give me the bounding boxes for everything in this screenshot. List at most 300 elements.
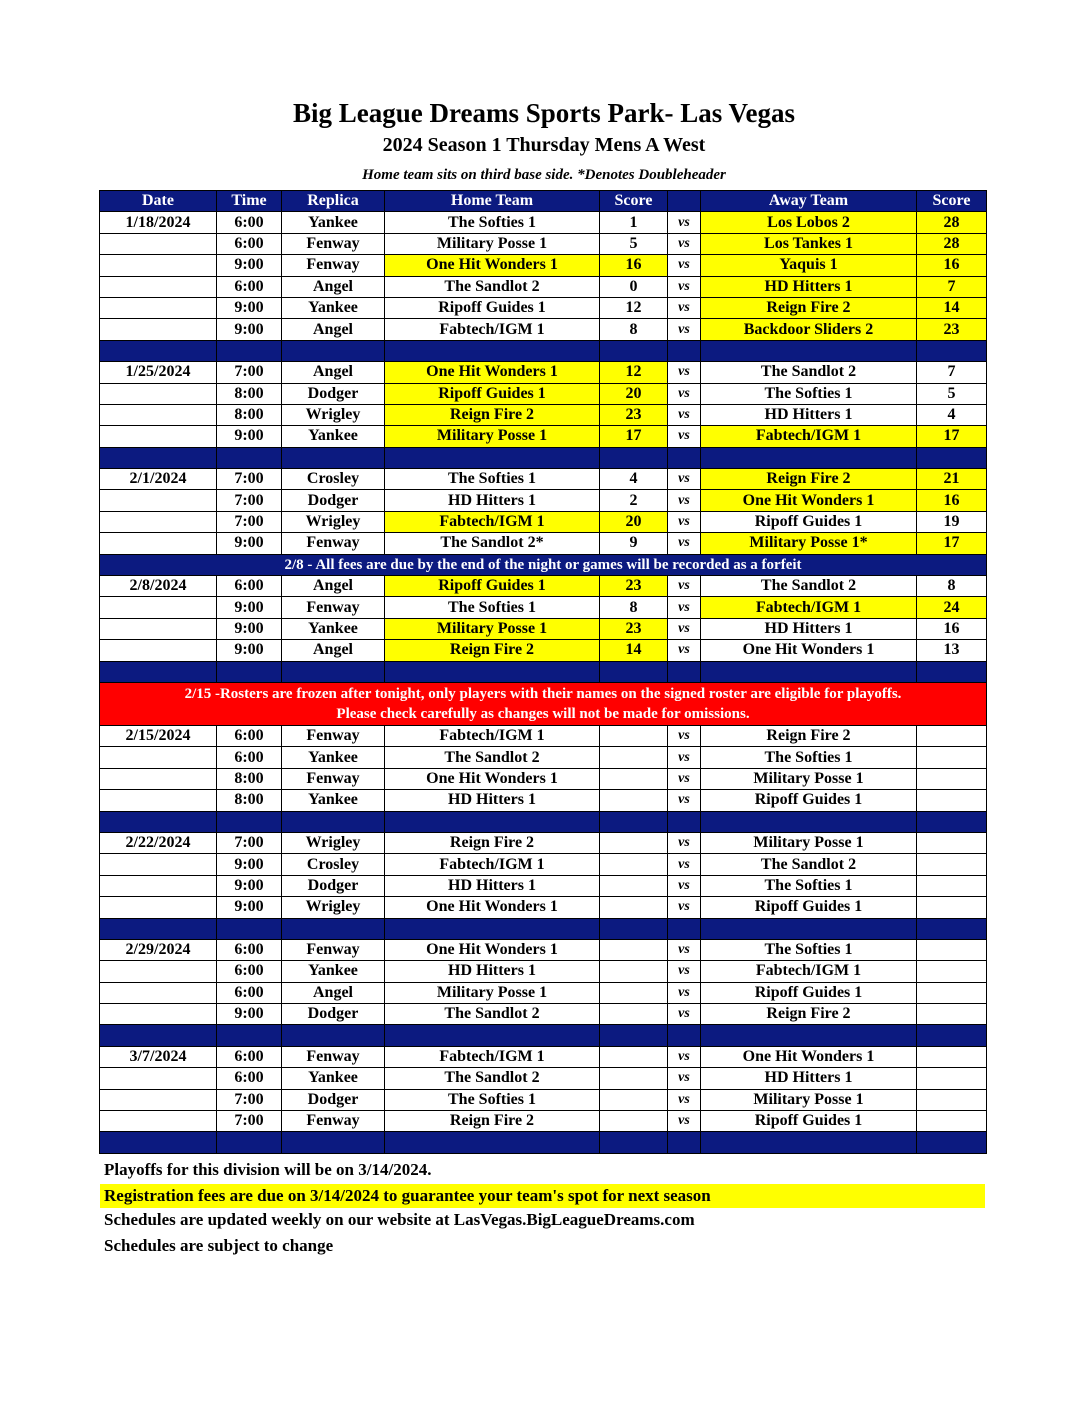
- game-replica: Yankee: [282, 618, 385, 639]
- game-row: [100, 618, 987, 639]
- away-team: Ripoff Guides 1: [701, 982, 917, 1003]
- away-score: 7: [917, 362, 987, 383]
- vs-label: vs: [668, 747, 701, 768]
- website-text: Schedules are updated weekly on our website at LasVegas.BigLeagueDreams.com: [104, 1210, 695, 1229]
- home-team: Fabtech/IGM 1: [385, 854, 600, 875]
- vs-label: vs: [668, 297, 701, 318]
- away-team: One Hit Wonders 1: [701, 640, 917, 661]
- home-team: One Hit Wonders 1: [385, 897, 600, 918]
- game-replica: Yankee: [282, 1068, 385, 1089]
- game-date: [100, 319, 217, 340]
- separator-cell: [282, 340, 385, 361]
- game-time: 8:00: [217, 383, 282, 404]
- away-score: [917, 832, 987, 853]
- home-score: [600, 747, 668, 768]
- away-team: The Softies 1: [701, 875, 917, 896]
- game-row: [100, 383, 987, 404]
- game-time: 9:00: [217, 297, 282, 318]
- vs-label: vs: [668, 618, 701, 639]
- home-score: [600, 982, 668, 1003]
- away-score: [917, 725, 987, 746]
- game-date: [100, 490, 217, 511]
- separator-cell: [701, 661, 917, 682]
- home-score: 14: [600, 640, 668, 661]
- game-replica: Angel: [282, 319, 385, 340]
- home-team: HD Hitters 1: [385, 790, 600, 811]
- game-time: 6:00: [217, 982, 282, 1003]
- away-team: Military Posse 1: [701, 832, 917, 853]
- game-row: [100, 426, 987, 447]
- home-score: 0: [600, 276, 668, 297]
- game-time: 9:00: [217, 618, 282, 639]
- separator-cell: [917, 811, 987, 832]
- game-time: 7:00: [217, 1089, 282, 1110]
- game-time: 9:00: [217, 533, 282, 554]
- vs-label: vs: [668, 490, 701, 511]
- away-team: HD Hitters 1: [701, 404, 917, 425]
- game-date: [100, 1111, 217, 1132]
- separator-cell: [385, 1132, 600, 1153]
- separator-cell: [100, 447, 217, 468]
- col-vs: [668, 191, 701, 212]
- separator-cell: [917, 661, 987, 682]
- home-team: The Sandlot 2*: [385, 533, 600, 554]
- game-time: 9:00: [217, 875, 282, 896]
- vs-label: vs: [668, 768, 701, 789]
- away-score: [917, 875, 987, 896]
- separator-cell: [668, 918, 701, 939]
- vs-label: vs: [668, 233, 701, 254]
- vs-label: vs: [668, 469, 701, 490]
- vs-label: vs: [668, 640, 701, 661]
- schedule-body: [100, 212, 987, 1153]
- separator-cell: [217, 661, 282, 682]
- game-time: 6:00: [217, 961, 282, 982]
- week-separator-row: [100, 661, 987, 682]
- game-replica: Fenway: [282, 1046, 385, 1067]
- registration-text: Registration fees are due on 3/14/2024 to guarantee your team's spot for next season: [104, 1186, 711, 1205]
- game-row: [100, 1111, 987, 1132]
- game-date: [100, 404, 217, 425]
- home-team: Fabtech/IGM 1: [385, 1046, 600, 1067]
- home-team: Military Posse 1: [385, 982, 600, 1003]
- vs-label: vs: [668, 533, 701, 554]
- game-replica: Fenway: [282, 939, 385, 960]
- away-score: 17: [917, 426, 987, 447]
- col-away-team: Away Team: [701, 191, 917, 212]
- vs-label: vs: [668, 319, 701, 340]
- game-date: [100, 618, 217, 639]
- schedule-note: Home team sits on third base side. *Denotes Doubleheader: [362, 167, 726, 183]
- game-replica: Dodger: [282, 1004, 385, 1025]
- home-score: [600, 897, 668, 918]
- game-replica: Angel: [282, 276, 385, 297]
- separator-cell: [917, 340, 987, 361]
- game-replica: Angel: [282, 576, 385, 597]
- separator-cell: [100, 1025, 217, 1046]
- separator-cell: [217, 340, 282, 361]
- away-score: 23: [917, 319, 987, 340]
- game-date: [100, 875, 217, 896]
- vs-label: vs: [668, 1068, 701, 1089]
- game-replica: Yankee: [282, 747, 385, 768]
- game-date: [100, 854, 217, 875]
- game-time: 6:00: [217, 1068, 282, 1089]
- game-date: [100, 747, 217, 768]
- game-time: 9:00: [217, 640, 282, 661]
- home-team: One Hit Wonders 1: [385, 362, 600, 383]
- col-home-team: Home Team: [385, 191, 600, 212]
- playoffs-text: Playoffs for this division will be on 3/14/2024.: [104, 1160, 432, 1179]
- roster-alert: [100, 682, 987, 725]
- away-team: Reign Fire 2: [701, 297, 917, 318]
- away-team: Military Posse 1: [701, 768, 917, 789]
- game-date: [100, 533, 217, 554]
- home-team: HD Hitters 1: [385, 875, 600, 896]
- vs-label: vs: [668, 832, 701, 853]
- away-score: [917, 747, 987, 768]
- separator-cell: [385, 918, 600, 939]
- home-team: Military Posse 1: [385, 233, 600, 254]
- away-score: 19: [917, 511, 987, 532]
- vs-label: vs: [668, 597, 701, 618]
- game-row: [100, 490, 987, 511]
- fees-announcement-row: [100, 554, 987, 575]
- away-team: Ripoff Guides 1: [701, 511, 917, 532]
- separator-cell: [668, 340, 701, 361]
- roster-alert-row: [100, 682, 987, 725]
- game-date: [100, 383, 217, 404]
- separator-cell: [668, 811, 701, 832]
- game-replica: Fenway: [282, 1111, 385, 1132]
- roster-alert-line1: 2/15 -Rosters are frozen after tonight, only players with their names on the signed roster are eligible for playoffs.: [184, 685, 902, 702]
- away-score: 21: [917, 469, 987, 490]
- away-team: Fabtech/IGM 1: [701, 961, 917, 982]
- week-separator-row: [100, 1132, 987, 1153]
- away-score: 4: [917, 404, 987, 425]
- home-team: Fabtech/IGM 1: [385, 511, 600, 532]
- away-score: [917, 1046, 987, 1067]
- playoffs-note: [100, 1160, 985, 1180]
- game-date: [100, 233, 217, 254]
- away-score: 16: [917, 618, 987, 639]
- schedule-table: [99, 190, 987, 1154]
- game-replica: Wrigley: [282, 511, 385, 532]
- home-team: Ripoff Guides 1: [385, 297, 600, 318]
- separator-cell: [668, 1132, 701, 1153]
- col-home-score: Score: [600, 191, 668, 212]
- away-team: The Sandlot 2: [701, 576, 917, 597]
- game-replica: Fenway: [282, 533, 385, 554]
- away-team: Los Lobos 2: [701, 212, 917, 233]
- home-team: Reign Fire 2: [385, 832, 600, 853]
- game-replica: Yankee: [282, 426, 385, 447]
- separator-cell: [600, 811, 668, 832]
- game-row: [100, 725, 987, 746]
- game-replica: Crosley: [282, 469, 385, 490]
- game-replica: Fenway: [282, 255, 385, 276]
- separator-cell: [100, 1132, 217, 1153]
- game-time: 6:00: [217, 276, 282, 297]
- home-score: 5: [600, 233, 668, 254]
- away-score: 28: [917, 233, 987, 254]
- game-row: [100, 747, 987, 768]
- game-date: [100, 511, 217, 532]
- separator-cell: [600, 447, 668, 468]
- away-score: 24: [917, 597, 987, 618]
- game-row: [100, 982, 987, 1003]
- game-time: 9:00: [217, 854, 282, 875]
- game-replica: Yankee: [282, 297, 385, 318]
- home-score: [600, 1089, 668, 1110]
- separator-cell: [282, 918, 385, 939]
- away-team: The Softies 1: [701, 383, 917, 404]
- game-date: 1/25/2024: [100, 362, 217, 383]
- separator-cell: [701, 918, 917, 939]
- away-score: [917, 768, 987, 789]
- away-score: [917, 939, 987, 960]
- vs-label: vs: [668, 982, 701, 1003]
- game-date: 2/8/2024: [100, 576, 217, 597]
- home-score: 2: [600, 490, 668, 511]
- away-team: Ripoff Guides 1: [701, 790, 917, 811]
- home-score: 17: [600, 426, 668, 447]
- game-row: [100, 404, 987, 425]
- game-time: 9:00: [217, 1004, 282, 1025]
- home-team: Reign Fire 2: [385, 1111, 600, 1132]
- away-score: 13: [917, 640, 987, 661]
- game-date: [100, 597, 217, 618]
- separator-cell: [600, 661, 668, 682]
- col-away-score: Score: [917, 191, 987, 212]
- col-replica: Replica: [282, 191, 385, 212]
- home-score: [600, 1004, 668, 1025]
- change-text: Schedules are subject to change: [104, 1236, 334, 1255]
- away-team: Reign Fire 2: [701, 725, 917, 746]
- game-date: 1/18/2024: [100, 212, 217, 233]
- game-row: [100, 875, 987, 896]
- away-team: HD Hitters 1: [701, 1068, 917, 1089]
- separator-cell: [385, 1025, 600, 1046]
- game-date: [100, 1089, 217, 1110]
- game-row: [100, 319, 987, 340]
- game-time: 9:00: [217, 255, 282, 276]
- vs-label: vs: [668, 790, 701, 811]
- away-team: Yaquis 1: [701, 255, 917, 276]
- vs-label: vs: [668, 276, 701, 297]
- away-score: 28: [917, 212, 987, 233]
- away-score: 16: [917, 255, 987, 276]
- game-replica: Fenway: [282, 768, 385, 789]
- game-date: 2/22/2024: [100, 832, 217, 853]
- game-row: [100, 1068, 987, 1089]
- separator-cell: [600, 1025, 668, 1046]
- game-row: [100, 1046, 987, 1067]
- vs-label: vs: [668, 576, 701, 597]
- game-row: [100, 297, 987, 318]
- game-row: [100, 939, 987, 960]
- away-score: [917, 982, 987, 1003]
- away-team: Los Tankes 1: [701, 233, 917, 254]
- game-row: [100, 640, 987, 661]
- game-date: 2/29/2024: [100, 939, 217, 960]
- away-score: [917, 1004, 987, 1025]
- separator-cell: [600, 340, 668, 361]
- vs-label: vs: [668, 961, 701, 982]
- game-date: [100, 640, 217, 661]
- home-score: 8: [600, 597, 668, 618]
- home-score: [600, 854, 668, 875]
- separator-cell: [217, 918, 282, 939]
- game-replica: Yankee: [282, 961, 385, 982]
- vs-label: vs: [668, 212, 701, 233]
- game-date: [100, 297, 217, 318]
- game-row: [100, 511, 987, 532]
- away-score: [917, 1089, 987, 1110]
- game-time: 8:00: [217, 768, 282, 789]
- game-row: [100, 276, 987, 297]
- separator-cell: [282, 1025, 385, 1046]
- separator-cell: [668, 1025, 701, 1046]
- separator-cell: [282, 661, 385, 682]
- away-team: Fabtech/IGM 1: [701, 426, 917, 447]
- vs-label: vs: [668, 875, 701, 896]
- home-score: [600, 939, 668, 960]
- page-subtitle: 2024 Season 1 Thursday Mens A West: [382, 134, 706, 156]
- game-time: 6:00: [217, 212, 282, 233]
- home-score: [600, 832, 668, 853]
- game-row: [100, 768, 987, 789]
- home-team: The Sandlot 2: [385, 276, 600, 297]
- separator-cell: [217, 447, 282, 468]
- home-team: HD Hitters 1: [385, 490, 600, 511]
- separator-cell: [100, 661, 217, 682]
- away-score: 8: [917, 576, 987, 597]
- home-team: One Hit Wonders 1: [385, 768, 600, 789]
- separator-cell: [385, 661, 600, 682]
- home-team: Military Posse 1: [385, 426, 600, 447]
- home-score: 23: [600, 404, 668, 425]
- away-team: Reign Fire 2: [701, 1004, 917, 1025]
- game-replica: Wrigley: [282, 832, 385, 853]
- registration-note: [100, 1184, 985, 1208]
- game-replica: Dodger: [282, 383, 385, 404]
- home-team: The Sandlot 2: [385, 747, 600, 768]
- away-team: Ripoff Guides 1: [701, 897, 917, 918]
- game-replica: Fenway: [282, 725, 385, 746]
- home-score: [600, 1068, 668, 1089]
- game-time: 8:00: [217, 404, 282, 425]
- home-team: The Softies 1: [385, 1089, 600, 1110]
- separator-cell: [600, 1132, 668, 1153]
- home-score: 20: [600, 383, 668, 404]
- game-row: [100, 597, 987, 618]
- away-team: One Hit Wonders 1: [701, 490, 917, 511]
- game-time: 6:00: [217, 725, 282, 746]
- away-team: The Softies 1: [701, 747, 917, 768]
- vs-label: vs: [668, 1089, 701, 1110]
- away-team: HD Hitters 1: [701, 276, 917, 297]
- home-score: 16: [600, 255, 668, 276]
- away-team: The Softies 1: [701, 939, 917, 960]
- change-note: [100, 1236, 985, 1256]
- away-score: [917, 854, 987, 875]
- game-row: [100, 362, 987, 383]
- game-date: [100, 426, 217, 447]
- away-team: The Sandlot 2: [701, 854, 917, 875]
- game-time: 9:00: [217, 319, 282, 340]
- home-score: [600, 1111, 668, 1132]
- away-team: Fabtech/IGM 1: [701, 597, 917, 618]
- separator-cell: [701, 1132, 917, 1153]
- home-team: One Hit Wonders 1: [385, 939, 600, 960]
- separator-cell: [100, 918, 217, 939]
- col-time: Time: [217, 191, 282, 212]
- week-separator-row: [100, 1025, 987, 1046]
- vs-label: vs: [668, 255, 701, 276]
- separator-cell: [701, 340, 917, 361]
- game-date: 3/7/2024: [100, 1046, 217, 1067]
- game-replica: Yankee: [282, 212, 385, 233]
- game-replica: Wrigley: [282, 897, 385, 918]
- game-time: 7:00: [217, 362, 282, 383]
- home-score: 23: [600, 576, 668, 597]
- vs-label: vs: [668, 404, 701, 425]
- home-team: Ripoff Guides 1: [385, 576, 600, 597]
- separator-cell: [701, 811, 917, 832]
- away-score: 7: [917, 276, 987, 297]
- home-score: 12: [600, 297, 668, 318]
- game-time: 6:00: [217, 1046, 282, 1067]
- game-date: [100, 276, 217, 297]
- away-score: [917, 1068, 987, 1089]
- away-team: Reign Fire 2: [701, 469, 917, 490]
- game-row: [100, 1004, 987, 1025]
- home-team: Reign Fire 2: [385, 404, 600, 425]
- home-score: [600, 961, 668, 982]
- game-time: 7:00: [217, 832, 282, 853]
- home-team: The Softies 1: [385, 469, 600, 490]
- home-score: [600, 725, 668, 746]
- game-date: [100, 768, 217, 789]
- away-team: Military Posse 1: [701, 1089, 917, 1110]
- game-date: [100, 1068, 217, 1089]
- vs-label: vs: [668, 426, 701, 447]
- game-row: [100, 576, 987, 597]
- table-header-row: [100, 191, 987, 212]
- week-separator-row: [100, 811, 987, 832]
- home-team: The Sandlot 2: [385, 1004, 600, 1025]
- separator-cell: [217, 1025, 282, 1046]
- separator-cell: [217, 1132, 282, 1153]
- separator-cell: [385, 447, 600, 468]
- game-date: [100, 255, 217, 276]
- game-row: [100, 212, 987, 233]
- game-time: 9:00: [217, 597, 282, 618]
- game-replica: Dodger: [282, 875, 385, 896]
- game-replica: Angel: [282, 982, 385, 1003]
- separator-cell: [701, 447, 917, 468]
- vs-label: vs: [668, 854, 701, 875]
- game-time: 9:00: [217, 897, 282, 918]
- away-score: [917, 1111, 987, 1132]
- week-separator-row: [100, 918, 987, 939]
- home-score: 12: [600, 362, 668, 383]
- away-team: One Hit Wonders 1: [701, 1046, 917, 1067]
- separator-cell: [668, 447, 701, 468]
- fees-announcement: 2/8 - All fees are due by the end of the night or games will be recorded as a forfeit: [100, 554, 987, 575]
- home-score: 20: [600, 511, 668, 532]
